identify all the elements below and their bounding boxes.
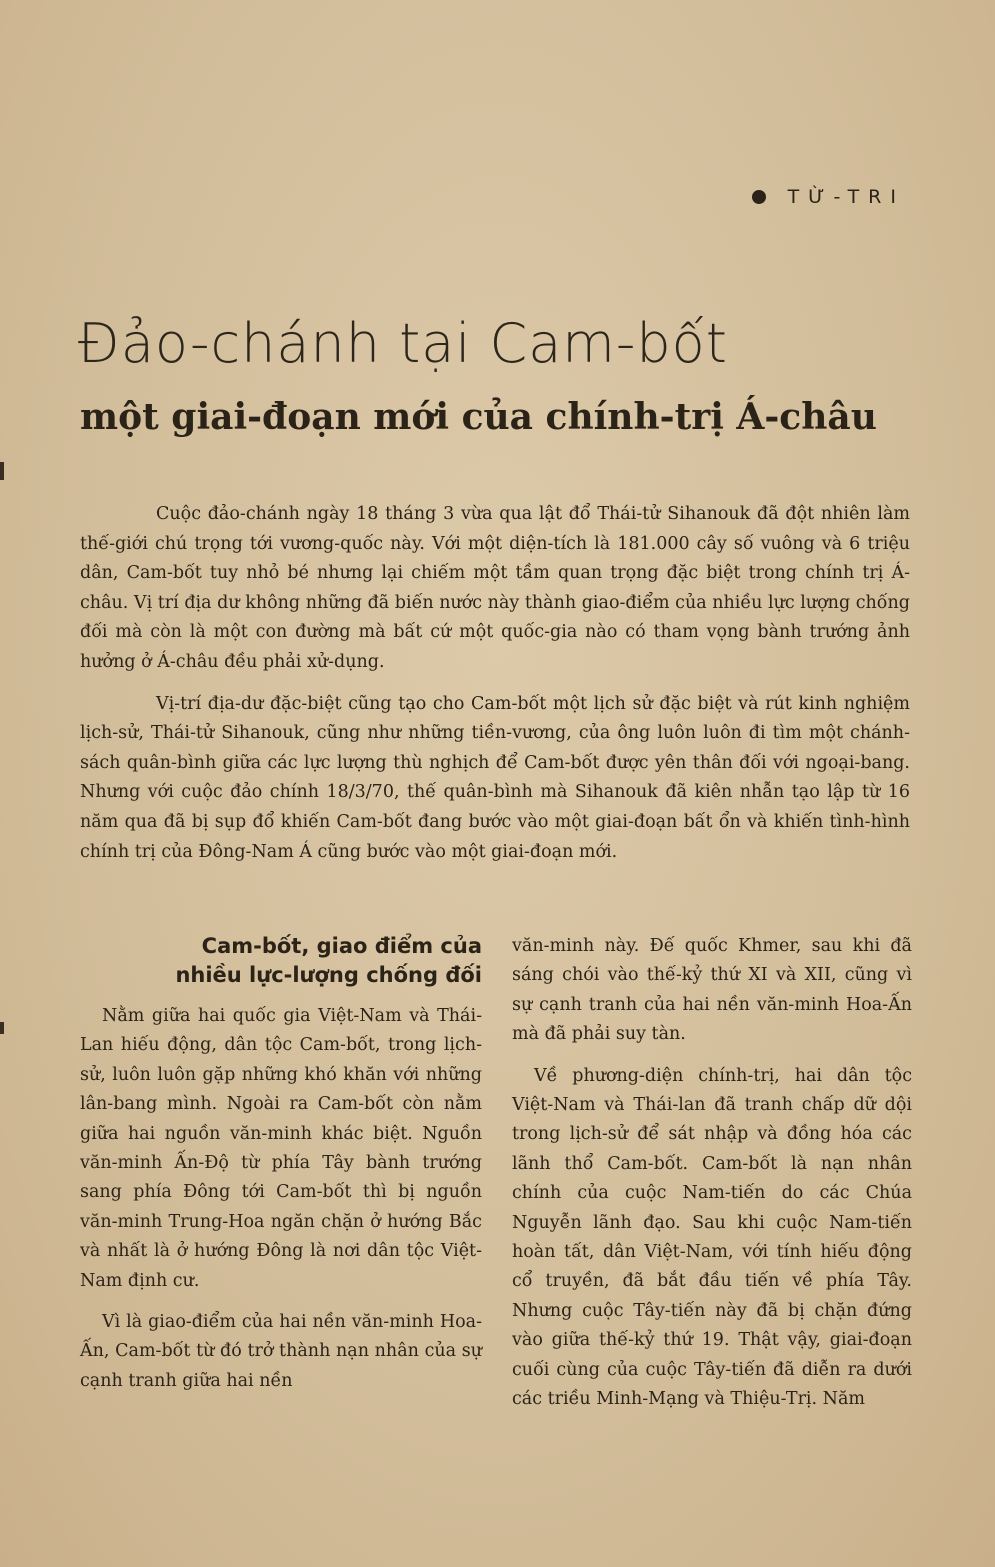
body-paragraph: Về phương-diện chính-trị, hai dân tộc Việt-Nam và Thái-lan đã tranh chấp dữ dội trong lịch-sử để sát nhập và đồng hóa các lãnh thổ Cam-bốt. Cam-bốt là nạn nhân chính của cuộc Nam-tiến do các Chúa Nguyễn lãnh đạo. Sau khi cuộc Nam-tiến hoàn tất, dân Việt-Nam, với tính hiếu động cổ truyền, đã bắt đầu tiến về phía Tây. Nhưng cuộc Tây-tiến này đã bị chặn đứng vào giữa thế-kỷ thứ 19. Thật vậy, giai-đoạn cuối cùng của cuộc Tây-tiến đã diễn ra dưới các triều Minh-Mạng và Thiệu-Trị. Năm xyxy=(512,1065,912,1410)
bullet-icon xyxy=(752,190,766,204)
section-heading-line: nhiều lực-lượng chống đối xyxy=(175,963,482,987)
intro-paragraph: Vị-trí địa-dư đặc-biệt cũng tạo cho Cam-bốt một lịch sử đặc biệt và rút kinh nghiệm lịch-sử, Thái-tử Sihanouk, cũng như những tiền-vương, của ông luôn luôn đi tìm một chánh-sách quân-bình giữa các lực lượng thù nghịch để Cam-bốt được yên thân đối với ngoại-bang. Nhưng với cuộc đảo chính 18/3/70, thế quân-bình mà Sihanouk đã kiên nhẫn tạo lập từ 16 năm qua đã bị sụp đổ khiến Cam-bốt đang bước vào một giai-đoạn bất ổn và khiến tình-hình chính trị của Đông-Nam Á cũng bước vào một giai-đoạn mới. xyxy=(80,693,910,862)
author-name: TỪ-TRI xyxy=(787,186,905,208)
body-paragraph: văn-minh này. Đế quốc Khmer, sau khi đã sáng chói vào thế-kỷ thứ XI và XII, cũng vì sự cạnh tranh của hai nền văn-minh Hoa-Ấn mà đã phải suy tàn. xyxy=(512,936,912,1045)
intro-paragraph: Cuộc đảo-chánh ngày 18 tháng 3 vừa qua lật đổ Thái-tử Sihanouk đã đột nhiên làm thế-giới chú trọng tới vương-quốc này. Với một diện-tích là 181.000 cây số vuông và 6 triệu dân, Cam-bốt tuy nhỏ bé nhưng lại chiếm một tầm quan trọng đặc biệt trong chính trị Á-châu. Vị trí địa dư không những đã biến nước này thành giao-điểm của nhiều lực lượng chống đối mà còn là một con đường mà bất cứ một quốc-gia nào có tham vọng bành trướng ảnh hưởng ở Á-châu đều phải xử-dụng. xyxy=(80,504,910,672)
page-edge-mark xyxy=(0,462,4,480)
author-byline xyxy=(752,186,905,208)
body-paragraph: Nằm giữa hai quốc gia Việt-Nam và Thái-Lan hiếu động, dân tộc Cam-bốt, trong lịch-sử, luôn luôn gặp những khó khăn với những lân-bang mình. Ngoài ra Cam-bốt còn nằm giữa hai nguồn văn-minh khác biệt. Nguồn văn-minh Ấn-Độ từ phía Tây bành trướng sang phía Đông tới Cam-bốt thì bị nguồn văn-minh Trung-Hoa ngăn chặn ở hướng Bắc và nhất là ở hướng Đông là nơi dân tộc Việt-Nam định cư. xyxy=(80,1006,482,1291)
left-column xyxy=(80,932,482,1396)
section-heading xyxy=(80,932,482,990)
article-intro xyxy=(80,500,910,867)
article-title: Đảo-chánh tại Cam-bốt xyxy=(78,312,728,375)
body-paragraph: Vì là giao-điểm của hai nền văn-minh Hoa-Ấn, Cam-bốt từ đó trở thành nạn nhân của sự cạnh tranh giữa hai nền xyxy=(80,1312,482,1391)
section-heading-line: Cam-bốt, giao điểm của xyxy=(201,934,482,958)
right-column xyxy=(512,932,912,1415)
page-edge-mark xyxy=(0,1022,4,1034)
article-subtitle: một giai-đoạn mới của chính-trị Á-châu xyxy=(80,396,877,438)
